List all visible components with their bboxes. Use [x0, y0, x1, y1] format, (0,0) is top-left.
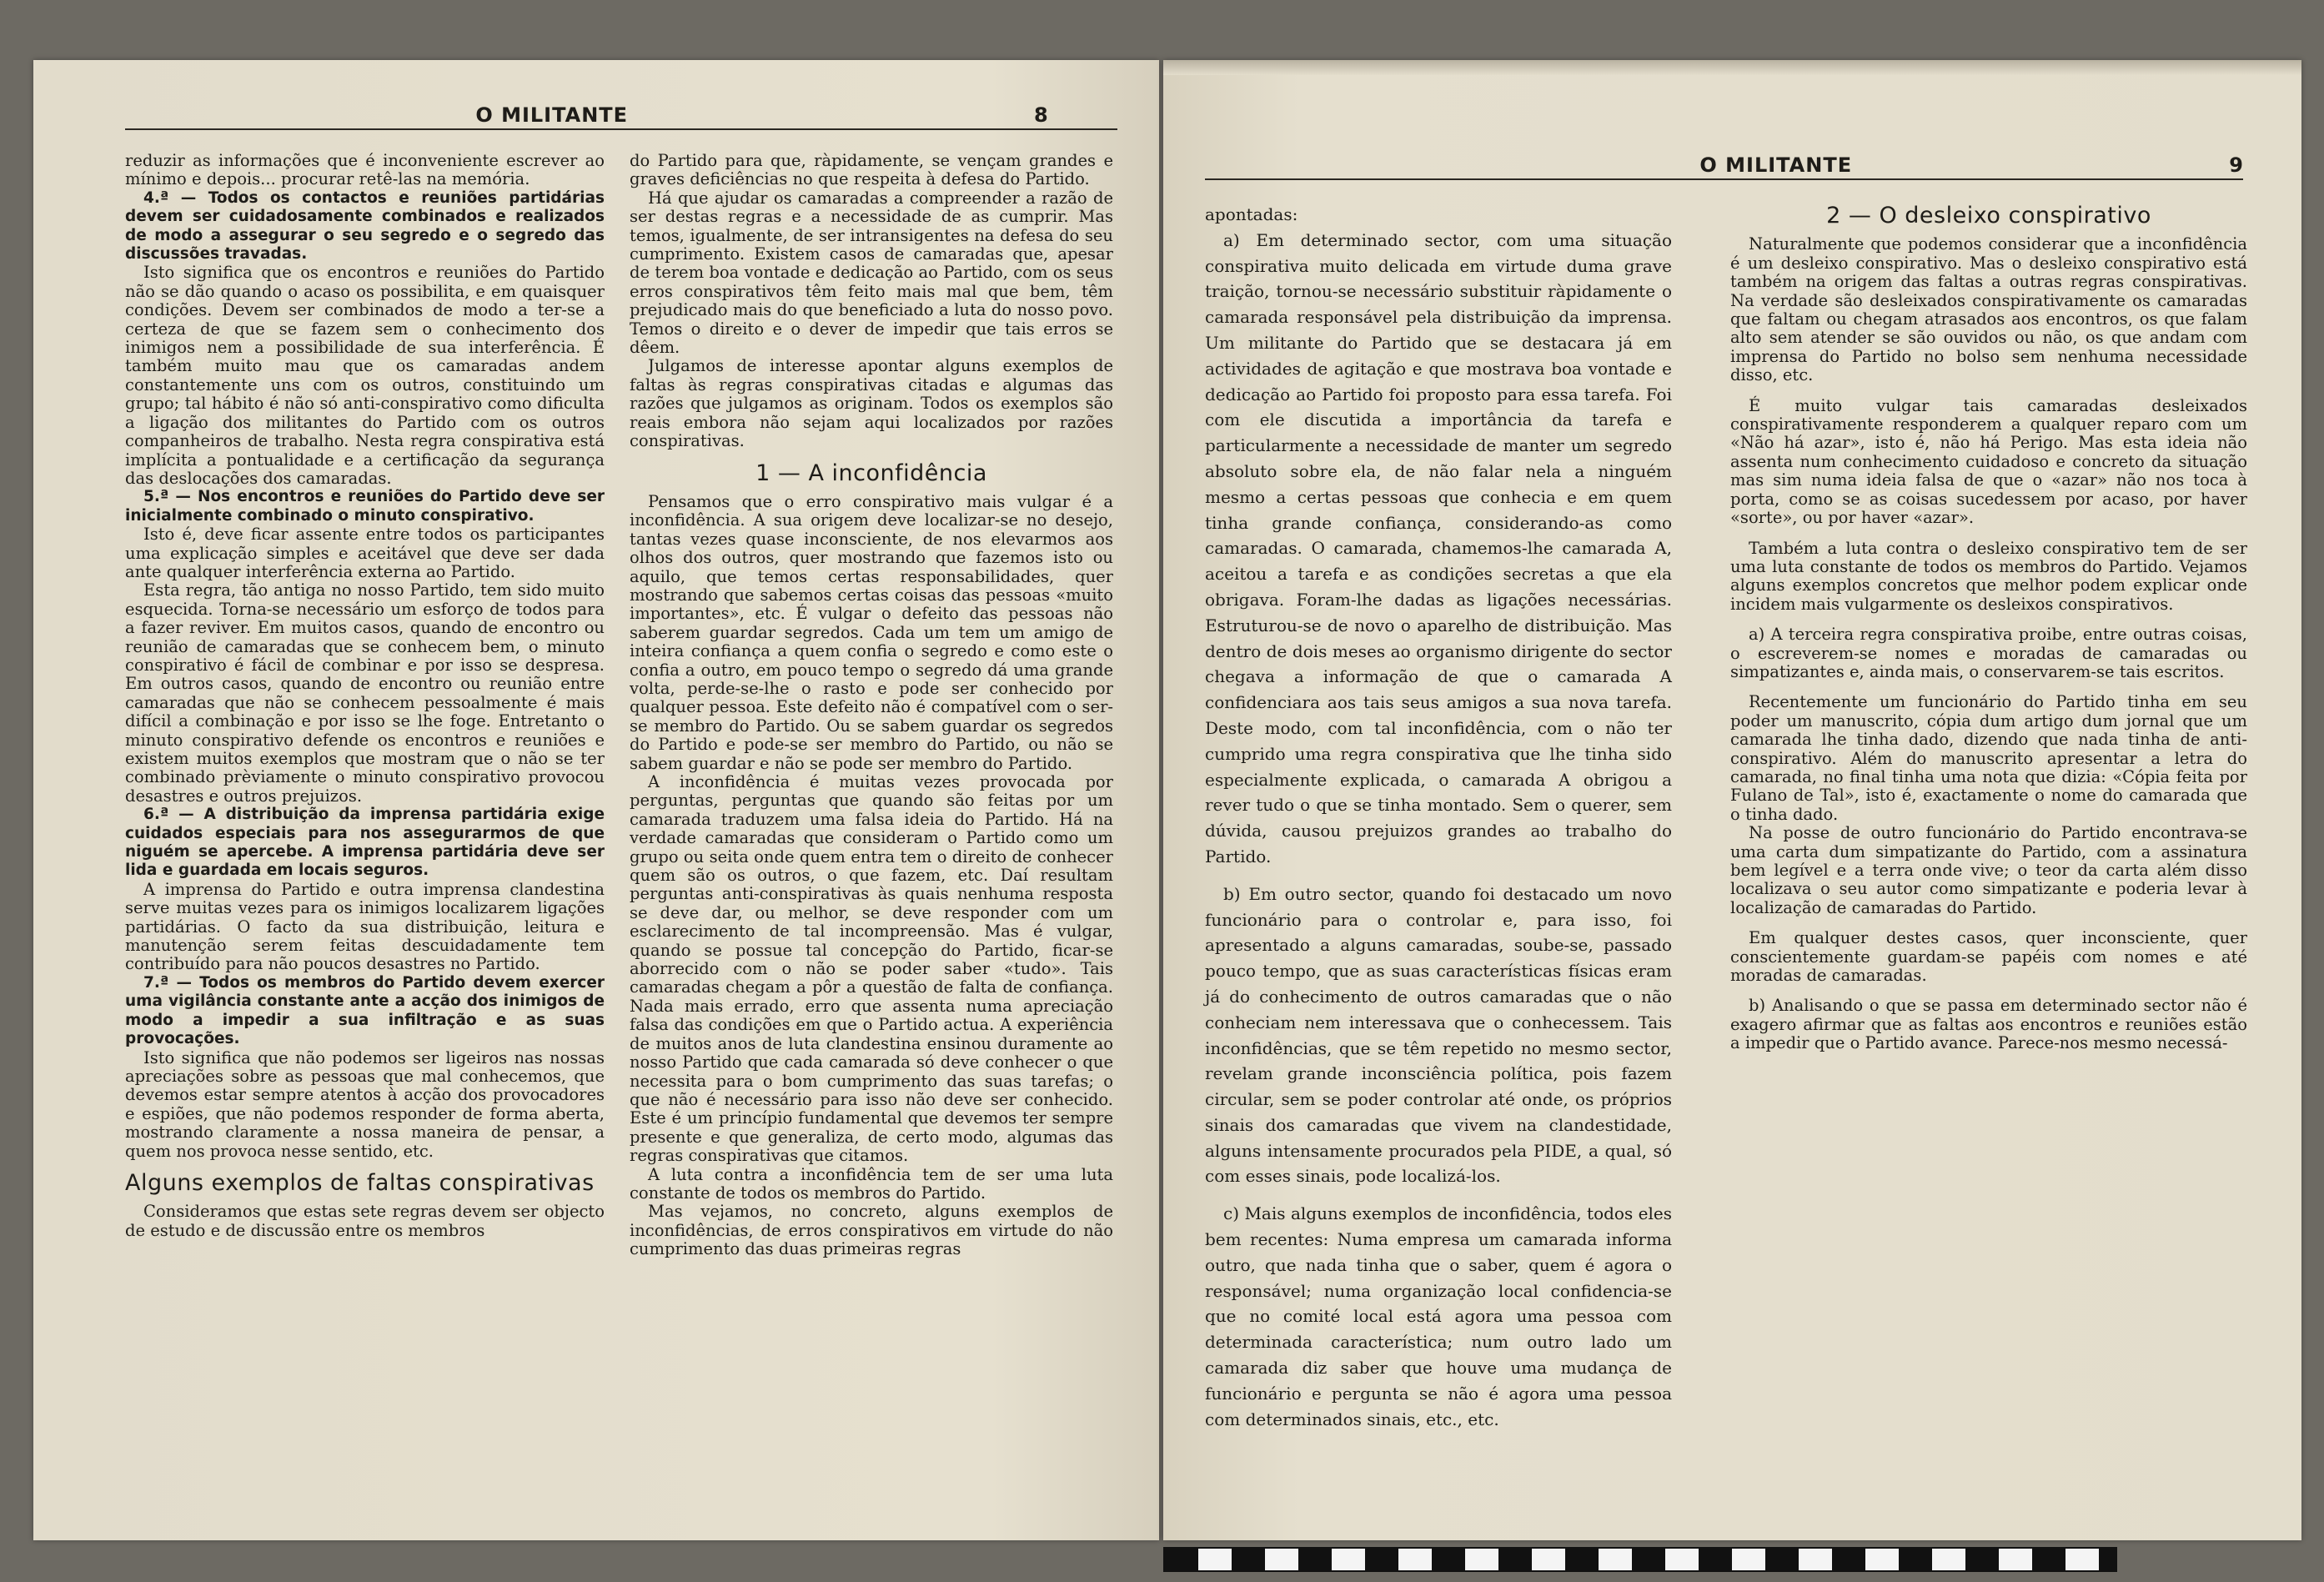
left-column-2 [630, 152, 1113, 1259]
paragraph: Consideramos que estas sete regras devem ser objecto de estudo e de discussão entre os membros [125, 1202, 605, 1240]
right-header-title: O MILITANTE [1699, 153, 1853, 177]
right-running-header [1205, 153, 2243, 180]
section-heading: 2 — O desleixo conspirativo [1826, 203, 2151, 229]
left-page [33, 60, 1159, 1540]
paragraph: Isto significa que não podemos ser ligeiros nas nossas apreciações sobre as pessoas que mal conhecemos, que devemos estar sempre atentos à acção dos provocadores e espiões, que não podemos responder de forma aberta, mostrando claramente a nossa maneira de pensar, a quem nos provoca nesse sentido, etc. [125, 1047, 605, 1161]
paragraph: a) A terceira regra conspirativa proibe, entre outras coisas, o escreverem-se nomes e moradas de camaradas ou simpatizantes e, ainda mais, o conservarem-se tais escritos. [1730, 625, 2247, 681]
paragraph: Também a luta contra o desleixo conspirativo tem de ser uma luta constante de todos os membros do Partido. Vejamos alguns exemplos concretos que melhor podem explicar onde incidem mais vulgarmente os desleixos conspirativos. [1730, 538, 2247, 614]
paragraph: b) Em outro sector, quando foi destacado um novo funcionário para o controlar e, para isso, foi apresentado a alguns camaradas, soube-se, passado pouco tempo, que as suas características físicas eram já do conhecimento de outros camaradas que o não conheciam nem interessava que o conhecessem. Tais inconfidências, que se têm repetido no mesmo sector, revelam grande inconsciência política, pois fazem circular, sem se poder controlar até onde, os próprios sinais dos camaradas que vivem na clandestidade, alguns intensamente procurados pela PIDE, a qual, só com esses sinais, pode localizá-los. [1205, 883, 1672, 1187]
paragraph: Isto é, deve ficar assente entre todos os participantes uma explicação simples e aceitável que deve ser dada ante qualquer interferência externa ao Partido. [125, 525, 605, 581]
left-page-number: 8 [1034, 103, 1048, 127]
paragraph: Há que ajudar os camaradas a compreender a razão de ser destas regras e a necessidade de as cumprir. Mas temos, igualmente, de ser intransigentes na defesa do seu cumprimento. Existem casos de camaradas que, apesar de terem boa vontade e dedicação ao Partido, com os seus erros conspirativos têm feito mais mal que bem, têm prejudicado mais do que beneficiado a luta do nosso povo. Temos o direito e o dever de impedir que tais erros se dêem. [630, 188, 1113, 358]
left-column-1 [125, 152, 605, 1240]
paragraph: Esta regra, tão antiga no nosso Partido, tem sido muito esquecida. Torna-se necessário um esforço de todos para a fazer reviver. Em muitos casos, quando de encontro ou reunião de camaradas que se conhecem bem, o minuto conspirativo é fácil de combinar e por isso se despresa. Em outros casos, quando de encontro ou reunião entre camaradas que não se conhecem pessoalmente é mais difícil a combinação e por isso se lhe foge. Entretanto o minuto conspirativo defende os encontros e reuniões e existem muitos exemplos que mostram que o não se ter combinado prèviamente o minuto conspirativo provocou desastres e outros prejuizos. [125, 580, 605, 806]
paragraph: b) Analisando o que se passa em determinado sector não é exagero afirmar que as faltas aos encontros e reuniões estão a impedir que o Partido avance. Parece-nos mesmo necessá- [1730, 996, 2247, 1053]
left-running-header [125, 103, 1117, 130]
paragraph: Pensamos que o erro conspirativo mais vulgar é a inconfidência. A sua origem deve localizar-se no desejo, tantas vezes quase inconsciente, de nos elevarmos aos olhos dos outros, quer mostrando que fazemos isto ou aquilo, que temos certas responsabilidades, quer mostrando que sabemos certas coisas das pessoas «muito importantes», etc. É vulgar o defeito das pessoas não saberem guardar segredos. Cada um tem um amigo de inteira confiança a quem confia o segredo e como este o confia a outro, em pouco tempo o segredo dá uma grande volta, perde-se-lhe o rasto e pode ser conhecido por qualquer pessoa. Este defeito não é compatível com o ser-se membro do Partido. Ou se sabem guardar os segredos do Partido e pode-se ser membro do Partido, ou não se sabem guardar e não se pode ser membro do Partido. [630, 491, 1113, 773]
paragraph: A inconfidência é muitas vezes provocada por perguntas, perguntas que quando são feitas por um camarada traduzem uma falsa ideia do Partido. Há na verdade camaradas que consideram o Partido como um grupo ou seita onde quem entra tem o direito de conhecer quem são os outros, o que fazem, etc. Daí resultam perguntas anti-conspirativas às quais nenhuma resposta se deve dar, ou melhor, se deve responder com um esclarecimento de tal incompreensão. Mas é vulgar, quando se possue tal concepção do Partido, ficar-se aborrecido com o não se poder saber «tudo». Tais camaradas chegam a pôr a questão de falta de confiança. Nada mais errado, erro que assenta numa apreciação falsa das condições em que o Partido actua. A experiência de muitos anos de luta clandestina ensinou duramente ao nosso Partido que cada camarada só deve conhecer o que necessita para o bom cumprimento das suas tarefas; o que não é necessário para isso não deve ser conhecido. Este é um princípio fundamental que devemos ter sempre presente e que generaliza, de certo modo, algumas das regras conspirativas que citamos. [630, 772, 1113, 1166]
paragraph: Na posse de outro funcionário do Partido encontrava-se uma carta dum simpatizante do Partido, com a assinatura bem legível e a terra onde vive; o teor da carta além disso localizava o seu autor como simpatizante e poderia levar à localização de camaradas do Partido. [1730, 823, 2247, 917]
left-header-title: O MILITANTE [475, 103, 629, 127]
section-heading: Alguns exemplos de faltas conspirativas [125, 1169, 595, 1196]
paragraph: a) Em determinado sector, com uma situação conspirativa muito delicada em virtude duma grave traição, tornou-se necessário substituir ràpidamente o camarada responsável pela distribuição da imprensa. Um militante do Partido que se destacara já em actividades de agitação e que mostrava boa vontade e dedicação ao Partido foi proposto para essa tarefa. Foi com ele discutida a importância da tarefa e particularmente a necessidade de manter um segredo absoluto sobre ela, de não falar nela a ninguém mesmo a certas pessoas que conhecia e em quem tinha grande confiança, considerando-as como camaradas. O camarada, chamemos-lhe camarada A, aceitou a tarefa e as condições secretas a que ela obrigava. Foram-lhe dadas as ligações necessárias. Estruturou-se de novo o aparelho de distribuição. Mas dentro de dois meses ao organismo dirigente do sector chegava a informação de que o camarada A confidenciara aos tais seus amigos a sua nova tarefa. Deste modo, com tal inconfidência, com o não ter cumprido uma regra conspirativa que lhe tinha sido especialmente explicada, o camarada A obrigou a rever tudo o que se tinha montado. Sem o querer, sem dúvida, causou prejuizos grandes ao trabalho do Partido. [1205, 229, 1672, 866]
paragraph: Naturalmente que podemos considerar que a inconfidência é um desleixo conspirativo. Mas o desleixo conspirativo está também na origem das faltas a outras regras conspirativas. Na verdade são desleixados conspirativamente os camaradas que faltam ou chegam atrasados aos encontros, os que falam alto sem atender se são ouvidos ou não, os que andam com imprensa do Partido no bolso sem nenhuma necessidade disso, etc. [1730, 234, 2247, 385]
paragraph: A imprensa do Partido e outra imprensa clandestina serve muitas vezes para os inimigos localizarem ligações partidárias. O facto da sua distribuição, leitura e manutenção serem feitas descuidadamente tem contribuído para não poucos desastres no Partido. [125, 879, 605, 974]
paragraph: Em qualquer destes casos, quer inconsciente, quer conscientemente guardam-se papéis com nomes e até moradas de camaradas. [1730, 928, 2247, 986]
rule-statement: 6.ª — A distribuição da imprensa partidária exige cuidados especiais para nos assegurarmos de que niguém se apercebe. A imprensa partidária deve ser lida e guardada em locais seguros. [125, 806, 605, 880]
scale-ruler [1163, 1547, 2117, 1572]
right-column-1 [1205, 202, 1672, 1432]
paragraph: Julgamos de interesse apontar alguns exemplos de faltas às regras conspirativas citadas e algumas das razões que julgamos as originam. Todos os exemplos são reais embora não sejam aqui localizados por razões conspirativas. [630, 356, 1113, 451]
right-page-number: 9 [2229, 153, 2243, 177]
paragraph: É muito vulgar tais camaradas desleixados conspirativamente responderem a qualquer reparo com um «Não há azar», isto é, não há Perigo. Mas esta ideia não assenta num conhecimento cuidadoso e concreto da situação mas sim numa ideia falsa de que o «azar» não nos toca à porta, como se as coisas sucedessem por acaso, por haver «sorte», ou por haver «azar». [1730, 395, 2247, 528]
paragraph: Isto significa que os encontros e reuniões do Partido não se dão quando o acaso os possibilita, e em quaisquer condições. Devem ser combinados de modo a ter-se a certeza de que se fazem sem o conhecimento dos inimigos nem a possibilidade de sua interferência. É também muito mau que os camaradas andem constantemente uns com os outros, constituindo um grupo; tal hábito é não só anti-conspirativo como dificulta a ligação dos militantes do Partido com os outros companheiros de trabalho. Nesta regra conspirativa está implícita a pontualidade e a certificação da segurança das deslocações dos camaradas. [125, 263, 605, 488]
torn-edge [1163, 60, 2301, 75]
paragraph: reduzir as informações que é inconveniente escrever ao mínimo e depois... procurar retê-las na memória. [125, 151, 605, 189]
paragraph: c) Mais alguns exemplos de inconfidência, todos eles bem recentes: Numa empresa um camarada informa outro, que nada tinha que o saber, quem é agora o responsável; numa organização local confidencia-se que no comité local está agora uma pessoa com determinada característica; num outro lado um camarada diz saber que houve uma mudança de funcionário e pergunta se não é agora uma pessoa com determinados sinais, etc., etc. [1205, 1203, 1672, 1429]
paragraph: Recentemente um funcionário do Partido tinha em seu poder um manuscrito, cópia dum artigo dum jornal que um camarada lhe tinha dado, dizendo que nada tinha de anti-conspirativo. Além do manuscrito apresentar a letra do camarada, no final tinha uma nota que dizia: «Cópia feita por Fulano de Tal», isto é, exactamente o nome do camarada que o tinha dado. [1730, 692, 2247, 824]
paragraph: do Partido para que, ràpidamente, se vençam grandes e graves deficiências no que respeita à defesa do Partido. [630, 151, 1113, 189]
rule-statement: 4.ª — Todos os contactos e reuniões partidárias devem ser cuidadosamente combinados e realizados de modo a assegurar o seu segredo e o segredo das discussões travadas. [125, 188, 605, 264]
right-page [1163, 60, 2301, 1540]
paragraph: apontadas: [1205, 204, 1298, 224]
section-heading: 1 — A inconfidência [755, 460, 987, 486]
open-magazine-spread [33, 60, 2301, 1540]
rule-statement: 5.ª — Nos encontros e reuniões do Partido deve ser inicialmente combinado o minuto conspirativo. [125, 488, 605, 525]
paragraph: Mas vejamos, no concreto, alguns exemplos de inconfidências, de erros conspirativos em virtude do não cumprimento das duas primeiras regras [630, 1202, 1113, 1259]
right-column-2 [1730, 193, 2247, 1053]
rule-statement: 7.ª — Todos os membros do Partido devem exercer uma vigilância constante ante a acção dos inimigos de modo a impedir a sua infiltração e as suas provocações. [125, 973, 605, 1048]
paragraph: A luta contra a inconfidência tem de ser uma luta constante de todos os membros do Partido. [630, 1164, 1113, 1203]
